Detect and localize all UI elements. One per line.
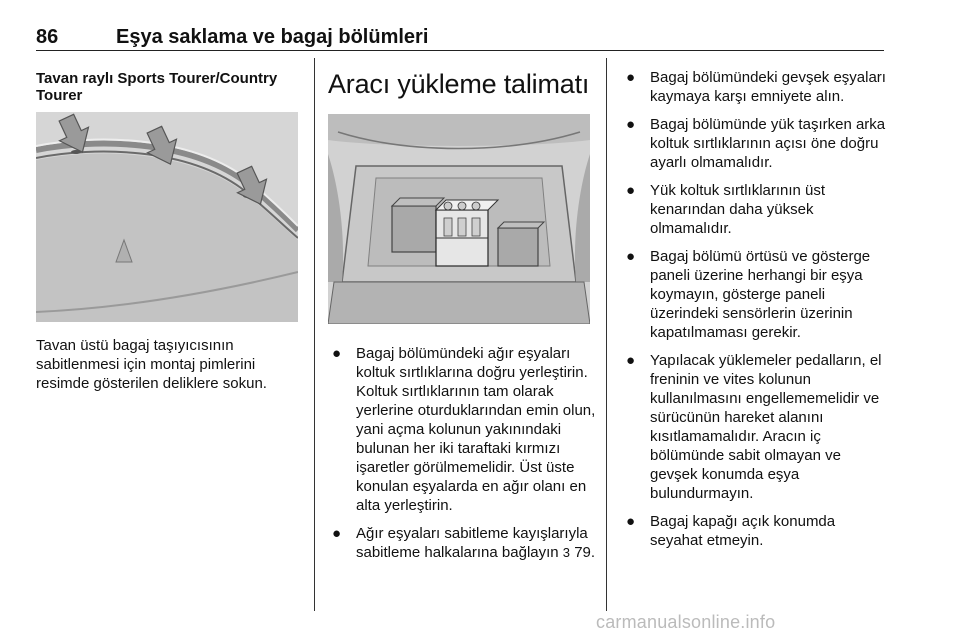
bullet-glyph: ● bbox=[626, 248, 636, 265]
chapter-title: Eşya saklama ve bagaj bölümleri bbox=[116, 26, 429, 48]
cargo-loading-figure bbox=[328, 114, 590, 324]
list-item: ● Bagaj bölümündeki ağır eşyaları koltuk sırtlıklarına doğru yerleştirin. Koltuk sırtlıklarının tam olarak yerlerine oturduklarından emin olun, yani açma kolunun yakınındaki bulunan her iki taraftaki kırmızı işaretler görülmemelidir. Üst üste konulan eşyalarda en ağır olanı en alta yerleştirin. bbox=[332, 345, 596, 514]
roof-rail-subheading: Tavan raylı Sports Tourer/Country Tourer bbox=[36, 70, 278, 104]
bullet-list bbox=[328, 344, 596, 562]
left-column bbox=[36, 70, 298, 104]
list-item: ● Yük koltuk sırtlıklarının üst kenarından daha yüksek olmamalıdır. bbox=[626, 182, 826, 237]
loading-bullets-middle bbox=[328, 344, 596, 571]
list-item: ● Bagaj bölümündeki gevşek eşyaları kaymaya karşı emniyete alın. bbox=[626, 69, 886, 105]
middle-column bbox=[328, 68, 594, 100]
bullet-glyph: ● bbox=[332, 345, 342, 362]
page-reference-icon[interactable]: 3 bbox=[562, 545, 571, 560]
list-item: ● Ağır eşyaları sabitleme kayışlarıyla sabitleme halkalarına bağlayın 3 79. bbox=[332, 525, 596, 561]
bullet-list bbox=[622, 68, 890, 550]
bullet-glyph: ● bbox=[626, 182, 636, 199]
section-title: Aracı yükleme talimatı bbox=[328, 69, 590, 99]
header-divider bbox=[36, 50, 884, 51]
watermark: carmanualsonline.info bbox=[596, 612, 776, 632]
roof-rail-paragraph: Tavan üstü bagaj taşıyıcısının sabitlenmesi için montaj pimlerini resimde gösterilen deliklere sokun. bbox=[36, 337, 267, 392]
bullet-glyph: ● bbox=[626, 513, 636, 530]
list-item: ● Bagaj kapağı açık konumda seyahat etmeyin. bbox=[626, 513, 836, 549]
list-item: ● Yapılacak yüklemeler pedalların, el freninin ve vites kolunun kullanılmasını engellememelidir ve sürücünün hareket alanını kısıtlamamalıdır. Aracın iç bölümünde sabit olmayan ve gevşek konumda eşya bulundurmayın. bbox=[626, 352, 882, 502]
column-divider-2 bbox=[606, 58, 607, 611]
bullet-glyph: ● bbox=[332, 525, 342, 542]
page-number: 86 bbox=[36, 26, 59, 48]
roof-rail-figure bbox=[36, 112, 298, 322]
xref-page[interactable]: 79. bbox=[574, 544, 596, 561]
list-item: ● Bagaj bölümünde yük taşırken arka koltuk sırtlıklarının açısı öne doğru ayarlı olmamalıdır. bbox=[626, 116, 886, 171]
bullet-glyph: ● bbox=[626, 352, 636, 369]
right-column bbox=[622, 68, 890, 559]
bullet-glyph: ● bbox=[626, 69, 636, 86]
roof-rail-text bbox=[36, 336, 298, 393]
column-divider-1 bbox=[314, 58, 315, 611]
bullet-glyph: ● bbox=[626, 116, 636, 133]
list-item: ● Bagaj bölümü örtüsü ve gösterge paneli üzerine herhangi bir eşya koymayın, gösterge paneli üzerindeki sensörlerin üzerinin kapatılmaması gerekir. bbox=[626, 248, 871, 341]
